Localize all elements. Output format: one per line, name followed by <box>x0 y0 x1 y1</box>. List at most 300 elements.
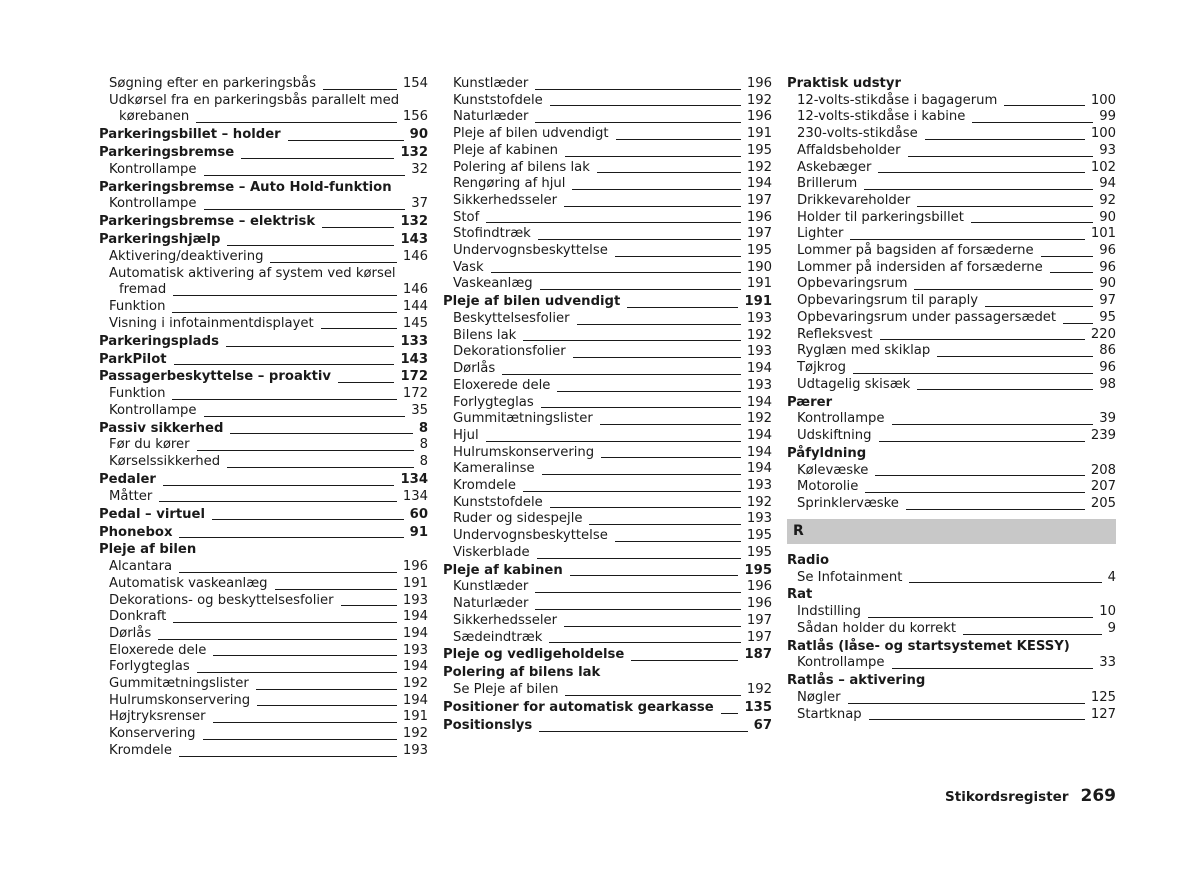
index-subentry <box>443 260 772 277</box>
leader-line <box>601 457 741 458</box>
index-term: Affaldsbeholder <box>797 142 901 158</box>
index-subentry <box>99 676 428 693</box>
index-term: Automatisk vaskeanlæg <box>109 575 268 591</box>
index-term: Parkeringsbillet – holder <box>99 127 281 143</box>
leader-line <box>875 475 1084 476</box>
index-term: Motorolie <box>797 479 859 495</box>
page-reference: 132 <box>400 214 428 230</box>
index-subentry <box>443 361 772 378</box>
index-term: Opbevaringsrum til paraply <box>797 293 979 309</box>
leader-line <box>491 272 741 273</box>
index-term: Lighter <box>797 226 844 242</box>
index-term: Positionslys <box>443 717 533 733</box>
index-term: Kunstlæder <box>453 579 529 595</box>
index-term: Parkeringshjælp <box>99 232 221 248</box>
index-term: Pedal – virtuel <box>99 506 206 522</box>
index-term: Udtagelig skisæk <box>797 376 911 392</box>
page-reference: 194 <box>746 444 772 460</box>
index-entry <box>443 718 772 735</box>
index-term: Drikkevareholder <box>797 192 911 208</box>
index-term: Alcantara <box>109 559 173 575</box>
index-term: Parkeringsplads <box>99 333 219 349</box>
index-term: Kameralinse <box>453 461 535 477</box>
leader-line <box>341 605 397 606</box>
leader-line <box>721 713 739 714</box>
leader-line <box>589 524 740 525</box>
index-term: Indstilling <box>797 604 862 620</box>
index-term: Opbevaringsrum <box>797 276 908 292</box>
index-term: Polering af bilens lak <box>443 665 601 681</box>
page-reference: 101 <box>1090 226 1116 242</box>
index-term: Naturlæder <box>453 596 529 612</box>
page-reference: 192 <box>402 726 428 742</box>
page-reference: 192 <box>746 411 772 427</box>
leader-line <box>879 441 1085 442</box>
index-term: Kontrollampe <box>109 402 197 418</box>
leader-line <box>616 139 741 140</box>
page-reference: 100 <box>1090 92 1116 108</box>
index-subentry <box>443 328 772 345</box>
leader-line <box>174 364 395 365</box>
index-subentry <box>787 496 1116 513</box>
index-subentry <box>787 327 1116 344</box>
index-subentry <box>443 160 772 177</box>
page-reference: 96 <box>1099 359 1116 375</box>
page-reference: 96 <box>1099 259 1116 275</box>
index-subentry <box>443 511 772 528</box>
index-column-1 <box>99 76 428 760</box>
leader-line <box>1004 105 1084 106</box>
page-reference: 193 <box>402 592 428 608</box>
index-subentry <box>443 630 772 647</box>
index-subentry <box>787 479 1116 496</box>
index-subentry <box>443 226 772 243</box>
page-reference: 208 <box>1090 462 1116 478</box>
index-term: Stof <box>453 209 480 225</box>
index-term: Parkeringsbremse – elektrisk <box>99 214 316 230</box>
leader-line <box>275 589 397 590</box>
index-term: fremad <box>119 282 167 298</box>
page-reference: 93 <box>1099 142 1116 158</box>
leader-line <box>572 189 740 190</box>
leader-line <box>540 289 741 290</box>
leader-line <box>158 639 397 640</box>
index-entry <box>787 587 1116 604</box>
index-subentry <box>99 249 428 266</box>
index-subentry <box>99 726 428 743</box>
leader-line <box>577 324 741 325</box>
leader-line <box>257 705 397 706</box>
index-subentry <box>443 495 772 512</box>
leader-line <box>573 357 741 358</box>
index-term: Hulrumskonservering <box>109 692 251 708</box>
index-term: Startknap <box>797 706 862 722</box>
index-subentry <box>787 109 1116 126</box>
leader-line <box>322 227 394 228</box>
index-term: Forlygteglas <box>109 659 190 675</box>
leader-line <box>270 262 396 263</box>
index-term: Måtter <box>109 488 153 504</box>
leader-line <box>541 407 741 408</box>
index-term: Undervognsbeskyttelse <box>453 528 608 544</box>
index-subentry <box>443 243 772 260</box>
index-entry <box>787 395 1116 412</box>
index-term: Kørselssikkerhed <box>109 454 221 470</box>
leader-line <box>848 703 1085 704</box>
page-reference: 192 <box>746 159 772 175</box>
index-subentry <box>787 93 1116 110</box>
index-term: Parkeringsbremse <box>99 145 235 161</box>
index-term: Ruder og sidespejle <box>453 511 583 527</box>
index-subentry-term: Automatisk aktivering af system ved kørsel <box>109 265 396 281</box>
page-reference: 143 <box>400 232 428 248</box>
index-term: Hjul <box>453 427 479 443</box>
index-subentry <box>787 126 1116 143</box>
leader-line <box>213 655 396 656</box>
page-reference: 192 <box>746 327 772 343</box>
index-term: Kromdele <box>453 478 516 494</box>
leader-line <box>535 609 740 610</box>
leader-line <box>179 756 397 757</box>
leader-line <box>864 189 1093 190</box>
page-reference: 97 <box>1099 293 1116 309</box>
index-entry <box>99 180 428 197</box>
page-reference: 191 <box>746 126 772 142</box>
index-subentry <box>787 377 1116 394</box>
footer-section-label: Stikordsregister <box>945 789 1069 805</box>
index-term: Passagerbeskyttelse – proaktiv <box>99 369 332 385</box>
index-subentry <box>787 604 1116 621</box>
index-entry <box>443 665 772 682</box>
index-subentry <box>443 276 772 293</box>
page-reference: 134 <box>400 472 428 488</box>
page-reference: 194 <box>746 361 772 377</box>
page-reference: 4 <box>1107 569 1116 585</box>
index-term: Kunststofdele <box>453 494 543 510</box>
index-term: Se Infotainment <box>797 569 903 585</box>
leader-line <box>542 474 741 475</box>
leader-line <box>597 172 741 173</box>
index-term: Højtryksrenser <box>109 709 206 725</box>
index-term: Konservering <box>109 726 196 742</box>
leader-line <box>204 416 406 417</box>
index-term: Praktisk udstyr <box>787 76 901 91</box>
page-reference: 197 <box>746 629 772 645</box>
page-reference: 8 <box>418 420 428 436</box>
page-reference: 196 <box>746 109 772 125</box>
leader-line <box>892 424 1094 425</box>
index-subentry <box>443 528 772 545</box>
page-reference: 156 <box>402 109 428 125</box>
index-entry <box>443 294 772 311</box>
page-reference: 196 <box>746 76 772 91</box>
index-subentry <box>443 378 772 395</box>
page-reference: 125 <box>1090 690 1116 706</box>
page-reference: 143 <box>400 351 428 367</box>
leader-line <box>550 105 741 106</box>
leader-line <box>906 509 1085 510</box>
leader-line <box>212 519 404 520</box>
index-entry <box>787 446 1116 463</box>
index-term: Pleje og vedligeholdelse <box>443 647 625 663</box>
index-term: 230-volts-stikdåse <box>797 126 918 142</box>
page-reference: 102 <box>1090 159 1116 175</box>
page-reference: 98 <box>1099 376 1116 392</box>
index-term: Før du kører <box>109 437 190 453</box>
leader-line <box>204 209 406 210</box>
page-reference: 191 <box>746 276 772 292</box>
leader-line <box>892 668 1094 669</box>
index-term: Udskiftning <box>797 427 872 443</box>
index-term: Visning i infotainmentdisplayet <box>109 315 314 331</box>
page-reference: 194 <box>402 609 428 625</box>
page-reference: 207 <box>1090 479 1116 495</box>
index-term: Aktivering/deaktivering <box>109 248 264 264</box>
index-subentry <box>99 643 428 660</box>
leader-line <box>213 722 397 723</box>
index-term: Dørlås <box>453 361 496 377</box>
page-reference: 90 <box>409 127 428 143</box>
page-reference: 96 <box>1099 243 1116 259</box>
page-reference: 90 <box>1099 276 1116 292</box>
leader-line <box>173 295 397 296</box>
index-term: Ratlås (låse- og startsystemet KESSY) <box>787 638 1070 654</box>
index-term: Dekorations- og beskyttelsesfolier <box>109 592 334 608</box>
index-term: Pærer <box>787 394 833 410</box>
index-subentry <box>443 596 772 613</box>
index-subentry <box>787 707 1116 724</box>
page-reference: 192 <box>746 682 772 698</box>
page-reference: 39 <box>1099 411 1116 427</box>
index-term: ParkPilot <box>99 351 167 367</box>
index-subentry <box>99 76 428 93</box>
page-reference: 146 <box>402 282 428 298</box>
index-subentry <box>787 428 1116 445</box>
index-subentry <box>443 461 772 478</box>
leader-line <box>865 492 1085 493</box>
leader-line <box>227 245 394 246</box>
page-reference: 99 <box>1099 109 1116 125</box>
index-subentry <box>99 299 428 316</box>
index-term: Radio <box>787 552 830 568</box>
index-subentry <box>443 613 772 630</box>
leader-line <box>535 592 741 593</box>
leader-line <box>196 122 397 123</box>
section-letter-header: R <box>787 519 1116 544</box>
page-reference: 90 <box>1099 209 1116 225</box>
leader-line <box>539 731 747 732</box>
index-term: Stofindtræk <box>453 226 531 242</box>
leader-line <box>963 634 1102 635</box>
page-reference: 37 <box>411 196 428 212</box>
index-entry <box>99 421 428 438</box>
index-subentry <box>787 143 1116 160</box>
index-term: Vask <box>453 259 484 275</box>
leader-line <box>880 339 1085 340</box>
index-entry <box>443 700 772 717</box>
index-subentry <box>443 311 772 328</box>
index-term: Sikkerhedsseler <box>453 612 558 628</box>
index-subentry <box>787 621 1116 638</box>
index-term: Sædeindtræk <box>453 629 543 645</box>
index-term: Brillerum <box>797 176 858 192</box>
page-reference: 86 <box>1099 343 1116 359</box>
index-subentry <box>99 489 428 506</box>
page-reference: 191 <box>402 575 428 591</box>
index-subentry <box>443 176 772 193</box>
index-subentry <box>443 395 772 412</box>
index-term: Forlygteglas <box>453 394 534 410</box>
index-subentry <box>787 260 1116 277</box>
index-entry <box>787 553 1116 570</box>
page-reference: 172 <box>400 369 428 385</box>
index-subentry <box>443 428 772 445</box>
index-column-2 <box>443 76 772 735</box>
page-reference: 135 <box>744 699 772 715</box>
index-term: Pleje af kabinen <box>453 142 558 158</box>
index-subentry <box>99 316 428 333</box>
index-term: Dekorationsfolier <box>453 344 566 360</box>
page-reference: 8 <box>419 437 428 453</box>
index-term: Kontrollampe <box>797 411 885 427</box>
index-term: Kølevæske <box>797 462 869 478</box>
page-reference: 9 <box>1107 620 1116 636</box>
index-term: Pleje af bilen udvendigt <box>453 126 609 142</box>
index-term: Funktion <box>109 386 166 402</box>
index-entry <box>99 352 428 369</box>
leader-line <box>868 617 1093 618</box>
leader-line <box>549 642 740 643</box>
leader-line <box>1063 323 1093 324</box>
leader-line <box>538 239 741 240</box>
leader-line <box>241 158 394 159</box>
page-reference: 191 <box>744 294 772 310</box>
index-subentry <box>99 282 428 299</box>
leader-line <box>172 312 396 313</box>
index-term: Nøgler <box>797 690 841 706</box>
index-subentry <box>787 176 1116 193</box>
page-reference: 127 <box>1090 706 1116 722</box>
index-entry <box>787 673 1116 690</box>
index-term: 12-volts-stikdåse i bagagerum <box>797 92 998 108</box>
index-term: Dørlås <box>109 625 152 641</box>
index-term: Polering af bilens lak <box>453 159 590 175</box>
index-term: Funktion <box>109 299 166 315</box>
index-subentry <box>443 76 772 93</box>
leader-line <box>565 695 740 696</box>
leader-line <box>226 346 395 347</box>
index-subentry <box>787 690 1116 707</box>
index-entry <box>99 525 428 542</box>
index-subentry <box>99 454 428 471</box>
index-subentry <box>787 210 1116 227</box>
page-reference: 194 <box>746 394 772 410</box>
leader-line <box>914 289 1093 290</box>
index-entry <box>99 542 428 559</box>
page-reference: 94 <box>1099 176 1116 192</box>
index-entry <box>99 507 428 524</box>
leader-line <box>163 485 395 486</box>
index-subentry <box>99 626 428 643</box>
index-subentry <box>787 226 1116 243</box>
leader-line <box>917 206 1093 207</box>
index-term: Kontrollampe <box>109 161 197 177</box>
leader-line <box>853 373 1093 374</box>
leader-line <box>288 140 404 141</box>
page-reference: 194 <box>402 625 428 641</box>
leader-line <box>179 572 397 573</box>
index-entry <box>99 127 428 144</box>
page-reference: 196 <box>746 209 772 225</box>
page-reference: 145 <box>402 315 428 331</box>
index-subentry <box>443 193 772 210</box>
index-term: Kromdele <box>109 742 172 758</box>
page-reference: 144 <box>402 299 428 315</box>
leader-line <box>985 306 1093 307</box>
page-reference: 195 <box>746 243 772 259</box>
index-subentry <box>787 193 1116 210</box>
page-reference: 35 <box>411 402 428 418</box>
leader-line <box>869 719 1085 720</box>
page-reference: 194 <box>746 461 772 477</box>
index-term: Rengøring af hjul <box>453 176 566 192</box>
index-subentry <box>99 196 428 213</box>
index-subentry <box>99 576 428 593</box>
index-entry <box>99 472 428 489</box>
index-subentry <box>443 579 772 596</box>
page-reference: 192 <box>402 676 428 692</box>
index-subentry <box>787 310 1116 327</box>
page-reference: 67 <box>753 717 772 733</box>
leader-line <box>338 382 394 383</box>
index-term: Kunststofdele <box>453 92 543 108</box>
leader-line <box>908 156 1094 157</box>
page-reference: 193 <box>746 311 772 327</box>
index-term: Opbevaringsrum under passagersædet <box>797 309 1057 325</box>
page-reference: 95 <box>1099 309 1116 325</box>
index-term: Søgning efter en parkeringsbås <box>109 76 317 91</box>
index-term: Sådan holder du korrekt <box>797 620 957 636</box>
index-subentry <box>443 210 772 227</box>
index-term: Lommer på indersiden af forsæderne <box>797 259 1043 275</box>
index-subentry <box>443 411 772 428</box>
index-subentry <box>99 709 428 726</box>
index-term: kørebanen <box>119 109 190 125</box>
index-subentry <box>99 693 428 710</box>
page-reference: 195 <box>744 562 772 578</box>
page-footer <box>945 786 1116 806</box>
page-reference: 195 <box>746 142 772 158</box>
page-reference: 154 <box>402 76 428 91</box>
page-reference: 194 <box>746 427 772 443</box>
page-reference: 220 <box>1090 326 1116 342</box>
index-subentry <box>99 609 428 626</box>
index-entry <box>443 563 772 580</box>
leader-line <box>204 175 406 176</box>
leader-line <box>321 328 397 329</box>
index-term: Pedaler <box>99 472 156 488</box>
index-term: Ryglæn med skiklap <box>797 343 931 359</box>
leader-line <box>937 356 1093 357</box>
leader-line <box>600 424 741 425</box>
page-reference: 33 <box>1099 655 1116 671</box>
page-reference: 196 <box>746 579 772 595</box>
index-subentry <box>787 570 1116 587</box>
page-reference: 134 <box>402 488 428 504</box>
leader-line <box>909 582 1101 583</box>
index-subentry <box>443 445 772 462</box>
index-term: Gummitætningslister <box>453 411 593 427</box>
